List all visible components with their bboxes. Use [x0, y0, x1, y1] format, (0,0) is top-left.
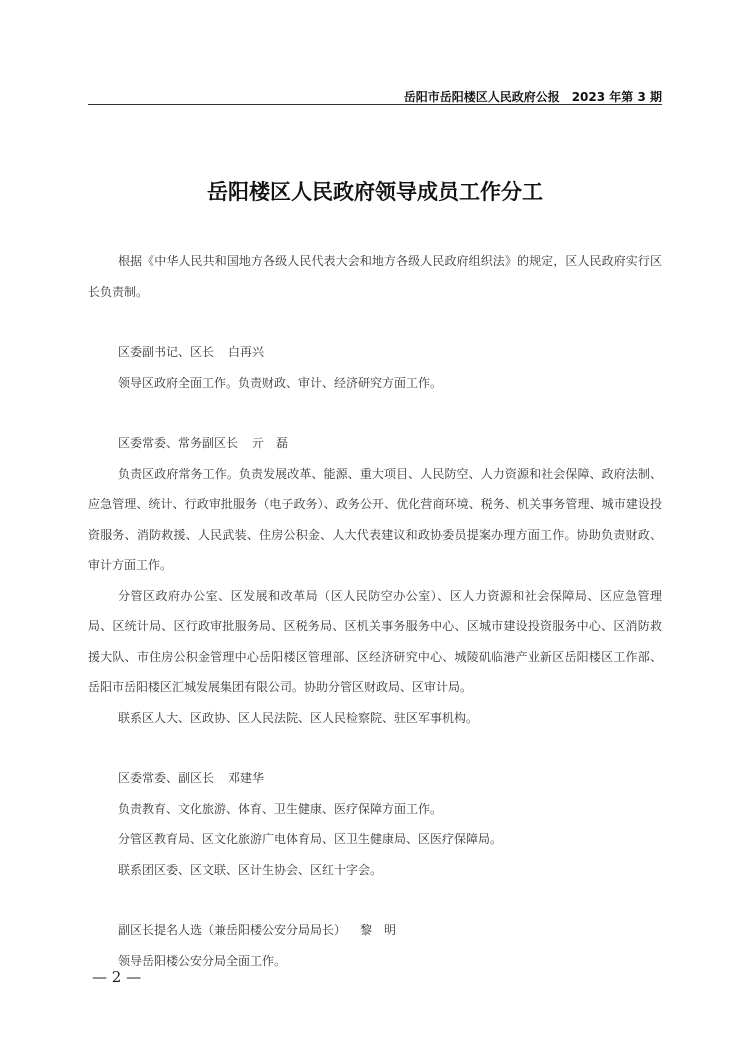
bulletin-header: 岳阳市岳阳楼区人民政府公报 2023 年第 3 期	[403, 90, 662, 104]
duty-paragraph: 负责教育、文化旅游、体育、卫生健康、医疗保障方面工作。	[118, 801, 443, 816]
official-role: 副区长提名人选（兼岳阳楼公安分局局长）	[118, 923, 347, 937]
duty-paragraph: 联系区人大、区政协、区人民法院、区人民检察院、驻区军事机构。	[118, 710, 479, 725]
official-name: 黎 明	[360, 923, 397, 937]
duty-paragraph: 领导区政府全面工作。负责财政、审计、经济研究方面工作。	[118, 375, 443, 390]
header-rule	[88, 104, 662, 105]
duty-paragraph: 联系团区委、区文联、区计生协会、区红十字会。	[118, 862, 383, 877]
duty-paragraph: 分管区政府办公室、区发展和改革局（区人民防空办公室）、区人力资源和社会保障局、区应急管理局、区统计局、区行政审批服务局、区税务局、区机关事务服务中心、区城市建设投资服务中心、区消防救援大队、市住房公积金管理中心岳阳楼区管理部、区经济研究中心、城陵矶临港产业新区岳阳楼区工作部、岳阳市岳阳楼区汇城发展集团有限公司。协助分管区财政局、区审计局。	[88, 588, 662, 694]
duty-paragraph: 领导岳阳楼公安分局全面工作。	[118, 953, 287, 968]
document-title: 岳阳楼区人民政府领导成员工作分工	[207, 179, 543, 204]
official-role: 区委副书记、区长	[118, 345, 215, 359]
official-heading	[88, 915, 662, 946]
official-role: 区委常委、常务副区长	[118, 436, 239, 450]
page-number: — 2 —	[92, 968, 142, 986]
official-heading	[88, 337, 662, 368]
official-name: 亓 磊	[252, 436, 289, 450]
intro-paragraph: 根据《中华人民共和国地方各级人民代表大会和地方各级人民政府组织法》的规定，区人民政府实行区长负责制。	[88, 254, 662, 299]
document-body	[88, 246, 662, 976]
official-name: 邓建华	[228, 771, 265, 785]
official-name: 白再兴	[228, 345, 265, 359]
official-heading	[88, 763, 662, 794]
duty-paragraph: 负责区政府常务工作。负责发展改革、能源、重大项目、人民防空、人力资源和社会保障、政府法制、应急管理、统计、行政审批服务（电子政务）、政务公开、优化营商环境、税务、机关事务管理、城市建设投资服务、消防救援、人民武装、住房公积金、人大代表建议和政协委员提案办理方面工作。协助负责财政、审计方面工作。	[88, 466, 662, 572]
official-role: 区委常委、副区长	[118, 771, 215, 785]
official-heading	[88, 428, 662, 459]
duty-paragraph: 分管区教育局、区文化旅游广电体育局、区卫生健康局、区医疗保障局。	[118, 832, 503, 846]
